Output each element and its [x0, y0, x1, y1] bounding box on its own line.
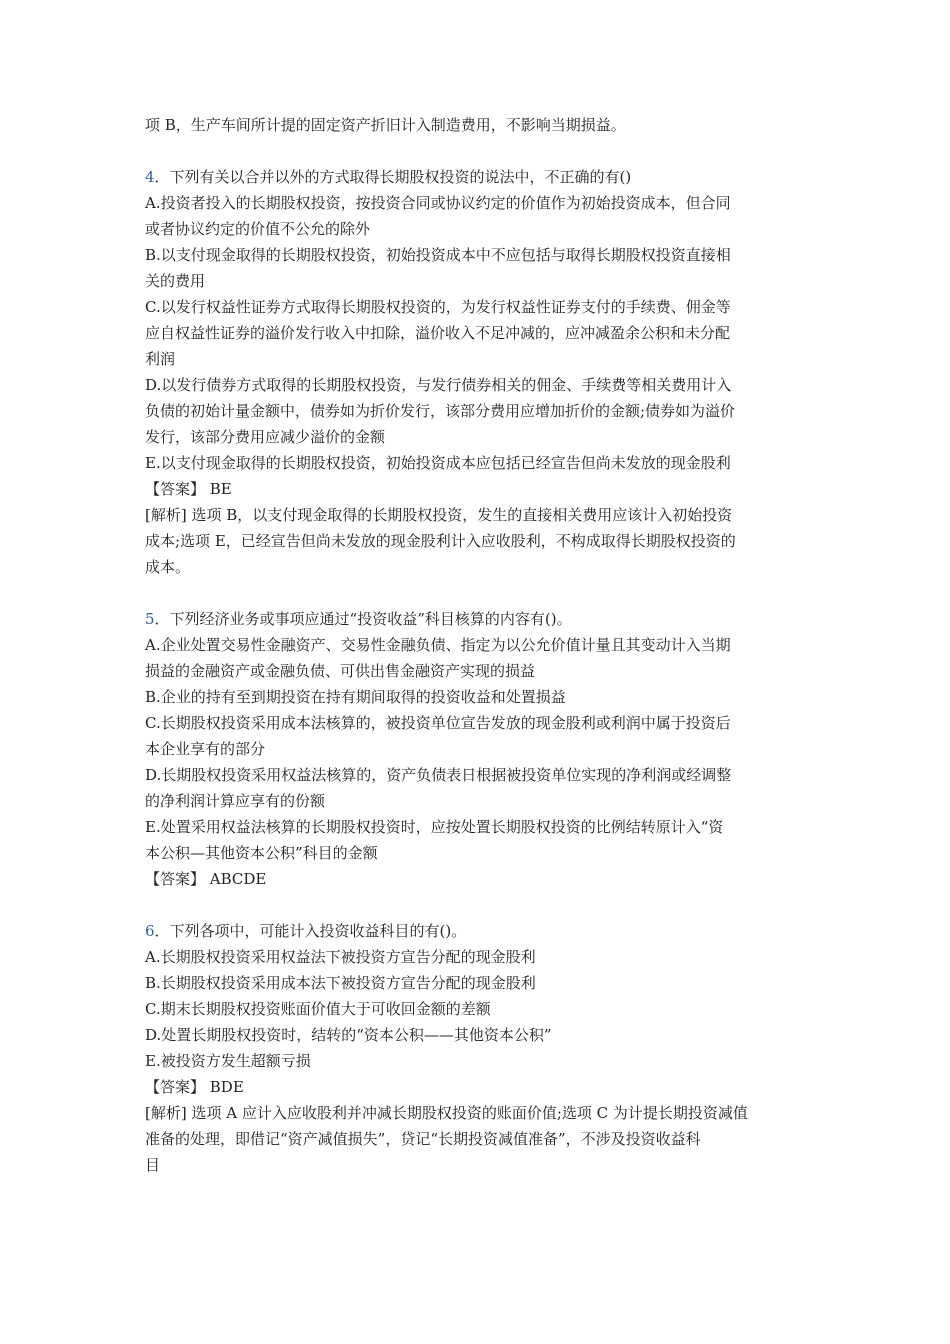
- text-line: E.以支付现金取得的长期股权投资，初始投资成本应包括已经宣告但尚未发放的现金股利: [145, 454, 731, 472]
- text-line: 本企业享有的部分: [145, 740, 266, 758]
- text-line: B.长期股权投资采用成本法下被投资方宣告分配的现金股利: [145, 974, 536, 992]
- question-6: [145, 918, 813, 1178]
- text-line: C.以发行权益性证券方式取得长期股权投资的，为发行权益性证券支付的手续费、佣金等: [145, 298, 731, 316]
- question-stem-text: ．下列各项中，可能计入投资收益科目的有()。: [154, 922, 467, 940]
- analysis-line: 成本。: [145, 558, 191, 576]
- text-line: D.处置长期股权投资时，结转的“资本公积——其他资本公积”: [145, 1026, 552, 1044]
- spacer: [145, 580, 813, 606]
- text-line: 负债的初始计量金额中，债券如为折价发行，该部分费用应增加折价的金额;债券如为溢价: [145, 402, 736, 420]
- text-line: 应自权益性证券的溢价发行收入中扣除，溢价收入不足冲减的，应冲减盈余公积和未分配: [145, 324, 731, 342]
- text-line: 的净利润计算应享有的份额: [145, 792, 326, 810]
- intro-line: 项 B，生产车间所计提的固定资产折旧计入制造费用，不影响当期损益。: [145, 116, 626, 134]
- text-line: A.企业处置交易性金融资产、交易性金融负债、指定为以公允价值计量且其变动计入当期: [145, 636, 731, 654]
- spacer: [145, 892, 813, 918]
- question-stem-text: ．下列有关以合并以外的方式取得长期股权投资的说法中，不正确的有(): [154, 168, 632, 186]
- text-line: B.企业的持有至到期投资在持有期间取得的投资收益和处置损益: [145, 688, 566, 706]
- question-stem: [145, 606, 813, 632]
- document-page: [145, 112, 813, 1178]
- analysis-line: 目: [145, 1156, 161, 1174]
- question-number: 4: [145, 168, 155, 186]
- text-line: 损益的金融资产或金融负债、可供出售金融资产实现的损益: [145, 662, 536, 680]
- text-line: 本公积—其他资本公积”科目的金额: [145, 844, 378, 862]
- answer-line: 【答案】 BE: [145, 480, 232, 498]
- text-line: A.长期股权投资采用权益法下被投资方宣告分配的现金股利: [145, 948, 536, 966]
- text-line: C.期末长期股权投资账面价值大于可收回金额的差额: [145, 1000, 491, 1018]
- answer-line: 【答案】 ABCDE: [145, 870, 267, 888]
- text-line: D.长期股权投资采用权益法核算的，资产负债表日根据被投资单位实现的净利润或经调整: [145, 766, 732, 784]
- analysis-line: 准备的处理，即借记“资产减值损失”，贷记“长期投资减值准备”，不涉及投资收益科: [145, 1130, 701, 1148]
- analysis-line: [解析] 选项 A 应计入应收股利并冲减长期股权投资的账面价值;选项 C 为计提长期投资减值: [145, 1104, 748, 1122]
- text-line: 发行，该部分费用应减少溢价的金额: [145, 428, 386, 446]
- analysis-line: 成本;选项 E，已经宣告但尚未发放的现金股利计入应收股利，不构成取得长期股权投资的: [145, 532, 736, 550]
- spacer: [145, 138, 813, 164]
- question-4: [145, 164, 813, 580]
- answer-line: 【答案】 BDE: [145, 1078, 244, 1096]
- question-stem: [145, 164, 813, 190]
- text-line: B.以支付现金取得的长期股权投资，初始投资成本中不应包括与取得长期股权投资直接相: [145, 246, 731, 264]
- text-line: 利润: [145, 350, 176, 368]
- text-line: E.被投资方发生超额亏损: [145, 1052, 311, 1070]
- text-line: C.长期股权投资采用成本法核算的，被投资单位宣告发放的现金股利或利润中属于投资后: [145, 714, 731, 732]
- question-stem-text: ．下列经济业务或事项应通过“投资收益”科目核算的内容有()。: [154, 610, 572, 628]
- text-line: E.处置采用权益法核算的长期股权投资时，应按处置长期股权投资的比例结转原计入“资: [145, 818, 724, 836]
- text-line: 关的费用: [145, 272, 206, 290]
- question-number: 6: [145, 922, 155, 940]
- question-number: 5: [145, 610, 155, 628]
- analysis-line: [解析] 选项 B，以支付现金取得的长期股权投资，发生的直接相关费用应该计入初始投资: [145, 506, 733, 524]
- question-stem: [145, 918, 813, 944]
- text-line: D.以发行债券方式取得的长期股权投资，与发行债券相关的佣金、手续费等相关费用计入: [145, 376, 732, 394]
- text-line: A.投资者投入的长期股权投资，按投资合同或协议约定的价值作为初始投资成本，但合同: [145, 194, 731, 212]
- question-5: [145, 606, 813, 892]
- text-line: 或者协议约定的价值不公允的除外: [145, 220, 371, 238]
